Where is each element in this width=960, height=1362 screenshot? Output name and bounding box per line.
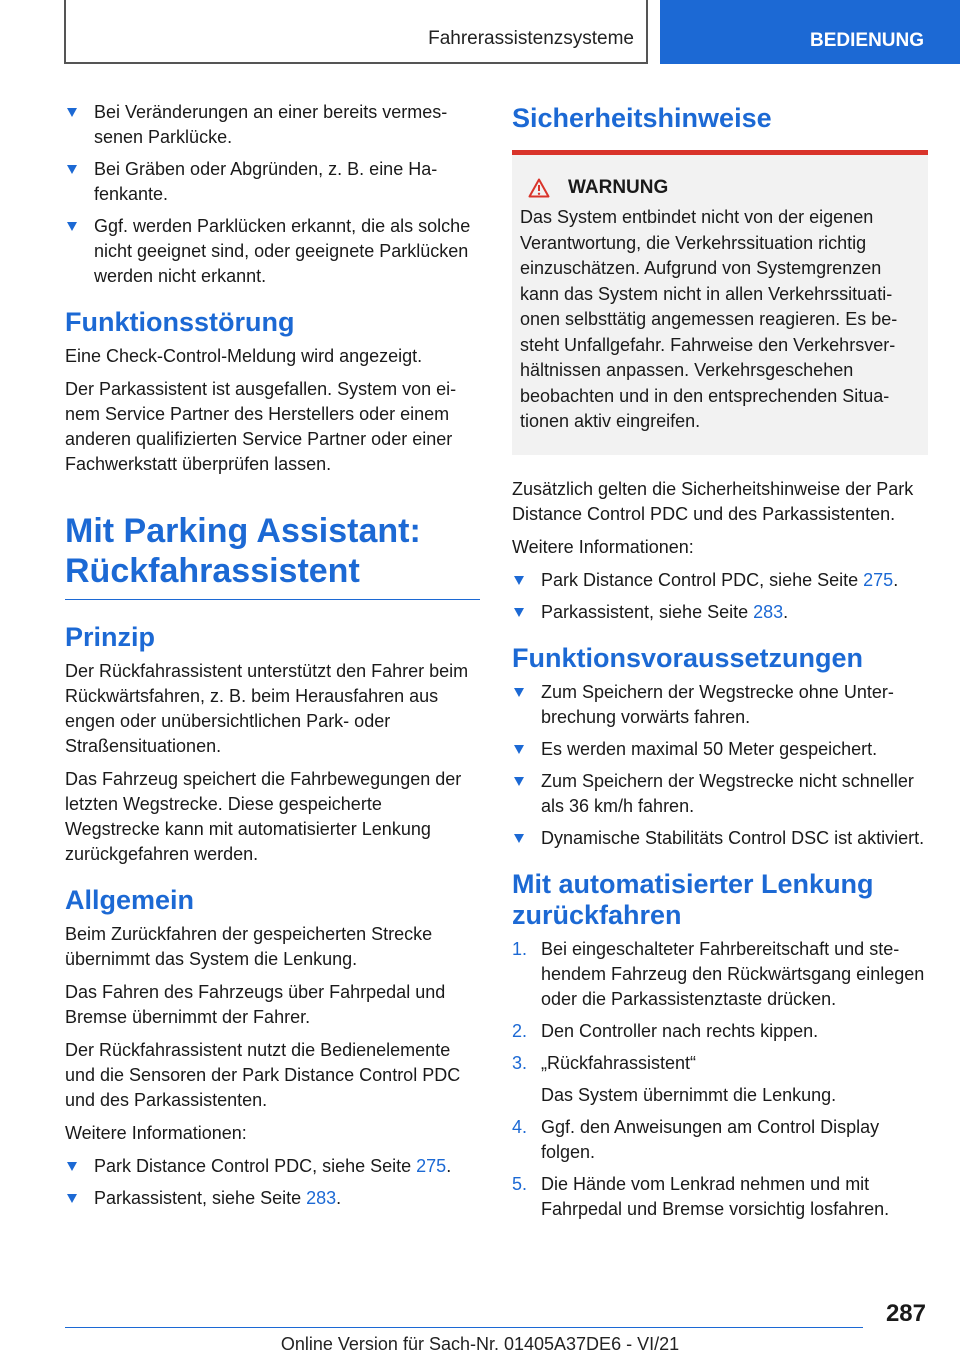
bullet-triangle-icon xyxy=(514,834,524,843)
paragraph: Eine Check-Control-Meldung wird angezeigt. xyxy=(65,346,423,366)
page-link-283[interactable]: 283 xyxy=(753,601,784,622)
paragraph: Der Rückfahrassistent nutzt die Bedienelemente und die Sensoren der Park Distance Control PDC und des Parkassistenten. xyxy=(65,1040,461,1110)
paragraph: Beim Zurückfahren der gespeicherten Strecke übernimmt das System die Lenkung. xyxy=(65,924,433,969)
heading-funktionsvoraussetzungen: Funktionsvoraussetzungen xyxy=(512,642,864,673)
header-section-label: Fahrerassistenzsysteme xyxy=(428,28,634,49)
bullet-triangle-icon xyxy=(514,576,524,585)
bullet-triangle-icon xyxy=(67,1162,77,1171)
reference-list xyxy=(512,568,928,625)
heading-allgemein: Allgemein xyxy=(65,885,195,915)
warning-box xyxy=(512,150,928,455)
list-item: Park Distance Control PDC, siehe Seite 275. xyxy=(65,1154,480,1179)
step-item: 2. Den Controller nach rechts kippen. xyxy=(512,1020,819,1041)
bullet-triangle-icon xyxy=(514,688,524,697)
bullet-triangle-icon xyxy=(67,108,77,117)
paragraph: Zusätzlich gelten die Sicherheitshinweise der Park Distance Control PDC und des Parkassistenten. xyxy=(512,478,914,524)
heading-funktionsstoerung: Funktionsstörung xyxy=(65,307,295,337)
footer-divider xyxy=(65,1327,863,1328)
left-column xyxy=(65,100,480,1219)
list-item: Bei Gräben oder Abgründen, z. B. eine Hafenkante. xyxy=(65,157,480,207)
list-item: Parkassistent, siehe Seite 283. xyxy=(65,1186,480,1211)
bullet-triangle-icon xyxy=(514,777,524,786)
list-item: Dynamische Stabilitäts Control DSC ist aktiviert. xyxy=(512,826,928,851)
bullet-triangle-icon xyxy=(67,222,77,231)
footer-text: Online Version für Sach-Nr. 01405A37DE6 - VI/21 xyxy=(280,1334,680,1354)
top-bullet-list xyxy=(65,100,480,289)
header-section xyxy=(64,0,648,64)
list-item: Park Distance Control PDC, siehe Seite 275. xyxy=(512,568,928,593)
right-column xyxy=(512,100,928,1230)
steps-list xyxy=(512,937,928,1222)
heading-prinzip: Prinzip xyxy=(65,622,156,652)
bullet-triangle-icon xyxy=(514,745,524,754)
paragraph: Weitere Informationen: xyxy=(512,536,694,557)
reference-list xyxy=(65,1154,480,1211)
paragraph: Das Fahren des Fahrzeugs über Fahrpedal und Bremse übernimmt der Fahrer. xyxy=(65,982,446,1027)
paragraph: Weitere Informationen: xyxy=(65,1123,247,1143)
chapter-title: Mit Parking Assistant: Rückfahrassistent xyxy=(65,511,480,600)
header-chapter-label: BEDIENUNG xyxy=(810,30,925,51)
paragraph: Der Rückfahrassistent unterstützt den Fahrer beim Rückwärtsfahren, z. B. beim Herausfahren aus engen oder unübersichtlichen Park- oder Straßensituationen. xyxy=(65,661,469,756)
bullet-triangle-icon xyxy=(67,165,77,174)
warning-header xyxy=(520,177,920,199)
step-item: 5. Die Hände vom Lenkrad nehmen und mit Fahrpedal und Bremse vorsichtig losfahren. xyxy=(512,1173,890,1219)
list-item: Es werden maximal 50 Meter gespeichert. xyxy=(512,737,928,762)
step-item: 3. „Rückfahrassistent“ Das System übernimmt die Lenkung. xyxy=(512,1051,928,1108)
page-link-275[interactable]: 275 xyxy=(863,569,894,590)
list-item: Zum Speichern der Wegstrecke nicht schneller als 36 km/h fahren. xyxy=(512,769,928,819)
heading-sicherheitshinweise: Sicherheitshinweise xyxy=(512,103,772,133)
paragraph: Der Parkassistent ist ausgefallen. System von einem Service Partner des Herstellers oder einem anderen qualifizierten Service Partner oder einer Fachwerkstatt überprüfen lassen. xyxy=(65,379,457,474)
list-item: Bei Veränderungen an einer bereits vermessenen Parklücke. xyxy=(65,100,480,150)
page-link-283[interactable]: 283 xyxy=(306,1188,337,1208)
bullet-triangle-icon xyxy=(514,608,524,617)
step-item: 1. Bei eingeschalteter Fahrbereitschaft und stehendem Fahrzeug den Rückwärtsgang einlegen oder die Parkassistenztaste drücken. xyxy=(512,938,925,1009)
page-link-275[interactable]: 275 xyxy=(416,1156,447,1176)
warning-triangle-icon xyxy=(528,178,550,198)
list-item: Ggf. werden Parklücken erkannt, die als solche nicht geeignet sind, oder geeignete Parklücken werden nicht erkannt. xyxy=(65,214,480,289)
warning-text: Das System entbindet nicht von der eigenen Verantwortung, die Verkehrssituation richtig einzuschätzen. Aufgrund von Systemgrenzen kann das System nicht in allen Verkehrssituationen selbsttätig angemessen reagieren. Es besteht Unfallgefahr. Fahrweise den Verkehrsverhältnissen anpassen. Verkehrsgeschehen beobachten und in den entsprechenden Situationen aktiv eingreifen. xyxy=(520,207,898,431)
list-item: Parkassistent, siehe Seite 283. xyxy=(512,600,928,625)
requirements-list xyxy=(512,680,928,851)
step-item: 4. Ggf. den Anweisungen am Control Display folgen. xyxy=(512,1116,880,1162)
paragraph: Das Fahrzeug speichert die Fahrbewegungen der letzten Wegstrecke. Diese gespeicherte Wegstrecke kann mit automatisierter Lenkung zurückgefahren werden. xyxy=(65,769,462,864)
bullet-triangle-icon xyxy=(67,1194,77,1203)
page-number: 287 xyxy=(885,1300,926,1327)
warning-label: WARNUNG xyxy=(568,177,669,198)
header-chapter xyxy=(660,0,960,64)
heading-zurueckfahren: Mit automatisierter Lenkung zurückfahren xyxy=(512,868,874,930)
step-result: Das System übernimmt die Lenkung. xyxy=(541,1084,837,1105)
list-item: Zum Speichern der Wegstrecke ohne Unterbrechung vorwärts fahren. xyxy=(512,680,928,730)
